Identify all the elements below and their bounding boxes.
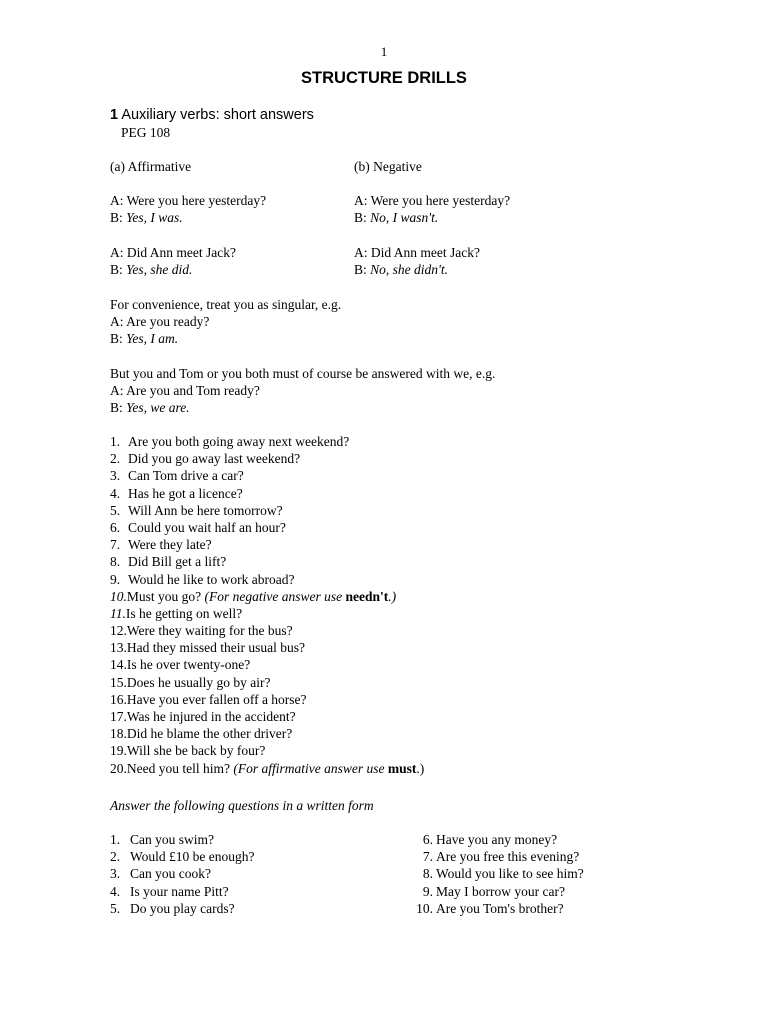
item-number: 3.	[110, 866, 121, 882]
written-questions-right	[409, 831, 584, 917]
item-number: 5.	[110, 502, 121, 518]
item-text: Had they missed their usual bus?	[126, 640, 305, 656]
item-number: 4.	[110, 883, 121, 899]
list-item	[110, 831, 255, 848]
list-item	[110, 450, 424, 467]
item-number: 6.	[422, 832, 433, 847]
item-text: Can Tom drive a car?	[128, 468, 244, 484]
item-text: Did Bill get a lift?	[128, 554, 227, 570]
note-text: For convenience, treat you as singular, e.g.	[110, 297, 342, 312]
list-item	[110, 674, 424, 691]
item-number: 8.	[110, 554, 121, 570]
item-text: Can you cook?	[130, 866, 211, 882]
item-text: Is your name Pitt?	[130, 883, 229, 899]
instruction-text: Answer the following questions in a written form	[110, 798, 374, 813]
item-number: 4.	[110, 485, 121, 501]
item-number: 12.	[110, 623, 127, 639]
item-text: Were they late?	[128, 537, 212, 553]
list-item	[110, 467, 424, 484]
item-text: Need you tell him?	[126, 760, 234, 776]
item-text: Did he blame the other driver?	[126, 726, 293, 742]
note-answer	[110, 399, 190, 416]
list-item	[110, 553, 424, 570]
question-list	[110, 433, 424, 777]
answer-prefix: B:	[110, 262, 127, 277]
item-keyword: must	[387, 760, 417, 776]
item-number: 14.	[110, 657, 127, 673]
item-number: 3.	[110, 468, 121, 484]
answer-text: Yes, I was.	[126, 210, 183, 225]
list-item	[409, 848, 584, 865]
list-item	[110, 865, 255, 882]
section-number: 1	[110, 107, 119, 123]
example-question: A: Were you here yesterday?	[354, 193, 511, 208]
item-number: 7.	[422, 849, 433, 865]
item-text: Did you go away last weekend?	[128, 451, 301, 467]
item-text: Were they waiting for the bus?	[126, 623, 293, 639]
item-text: Would he like to work abroad?	[128, 571, 295, 587]
item-number: 13.	[110, 640, 127, 656]
item-text: Are you free this evening?	[436, 849, 580, 865]
note-text: But you and Tom or you both must of course be answered with we, e.g.	[110, 366, 496, 381]
list-item	[110, 883, 255, 900]
list-item	[110, 502, 424, 519]
list-item	[409, 831, 584, 848]
answer-prefix: B:	[110, 400, 127, 415]
item-number: 10.	[416, 900, 433, 916]
item-number: 2.	[110, 451, 121, 467]
list-item	[110, 656, 424, 673]
item-number: 18.	[110, 726, 127, 742]
item-text: Will she be back by four?	[126, 743, 266, 759]
item-text: Could you wait half an hour?	[128, 519, 286, 535]
answer-prefix: B:	[354, 210, 371, 225]
example-answer	[110, 209, 183, 226]
section-heading	[110, 107, 314, 124]
item-number: 20.	[110, 760, 127, 776]
section-reference: PEG 108	[121, 125, 171, 140]
note-answer	[110, 330, 178, 347]
item-text: Does he usually go by air?	[126, 674, 271, 690]
written-questions-left	[110, 831, 255, 917]
item-number: 16.	[110, 691, 127, 707]
item-text: Have you ever fallen off a horse?	[126, 691, 307, 707]
item-number: 7.	[110, 537, 121, 553]
answer-text: Yes, I am.	[126, 331, 179, 346]
item-number: 19.	[110, 743, 127, 759]
example-question: A: Did Ann meet Jack?	[354, 245, 480, 260]
item-text: Is he over twenty-one?	[126, 657, 251, 673]
item-text: Are you Tom's brother?	[436, 900, 564, 916]
list-item	[110, 536, 424, 553]
example-answer	[354, 209, 438, 226]
item-text: Was he injured in the accident?	[126, 709, 296, 724]
example-question: A: Did Ann meet Jack?	[110, 245, 236, 260]
item-text: Would £10 be enough?	[130, 849, 255, 865]
item-number: 1.	[110, 434, 121, 449]
example-question: A: Were you here yesterday?	[110, 193, 267, 208]
answer-prefix: B:	[110, 331, 127, 346]
answer-prefix: B:	[110, 210, 127, 225]
page-number: 1	[380, 44, 388, 59]
item-text: Will Ann be here tomorrow?	[128, 502, 283, 518]
item-number: 10.	[110, 588, 127, 604]
item-keyword: needn't	[345, 588, 389, 604]
item-text: May I borrow your car?	[436, 883, 565, 899]
column-heading-negative: (b) Negative	[354, 159, 422, 174]
item-number: 1.	[110, 832, 121, 847]
item-note: (For affirmative answer use	[233, 760, 388, 776]
item-text: Do you play cards?	[130, 900, 235, 916]
item-number: 15.	[110, 674, 127, 690]
note-question: A: Are you ready?	[110, 314, 210, 329]
answer-text: Yes, we are.	[126, 400, 190, 415]
item-number: 2.	[110, 849, 121, 865]
list-item	[409, 865, 584, 882]
answer-prefix: B:	[354, 262, 371, 277]
example-answer	[354, 261, 448, 278]
item-text: Can you swim?	[130, 832, 214, 847]
answer-text: No, she didn't.	[370, 262, 449, 277]
section-title: Auxiliary verbs: short answers	[121, 107, 314, 123]
page-title: STRUCTURE DRILLS	[301, 69, 467, 87]
answer-text: Yes, she did.	[126, 262, 193, 277]
list-item	[110, 848, 255, 865]
list-item	[110, 622, 424, 639]
item-text: Has he got a licence?	[128, 485, 243, 501]
list-item	[409, 883, 584, 900]
item-number: 9.	[110, 571, 121, 587]
list-item	[110, 639, 424, 656]
item-text: Must you go?	[126, 588, 205, 604]
list-item	[110, 433, 424, 450]
item-number: 8.	[422, 866, 433, 882]
item-note-end: .)	[388, 588, 397, 604]
note-question: A: Are you and Tom ready?	[110, 383, 260, 398]
item-text: Have you any money?	[436, 832, 558, 847]
item-number: 6.	[110, 519, 121, 535]
list-item	[110, 588, 424, 605]
list-item	[110, 900, 255, 917]
list-item	[110, 760, 424, 777]
item-number: 5.	[110, 900, 121, 916]
item-text: Is he getting on well?	[125, 605, 243, 621]
list-item	[110, 708, 424, 725]
item-text: Would you like to see him?	[436, 866, 584, 882]
item-number: 17.	[110, 709, 127, 724]
item-note: (For negative answer use	[204, 588, 346, 604]
column-heading-affirmative: (a) Affirmative	[110, 159, 192, 174]
list-item	[110, 485, 424, 502]
item-text: Are you both going away next weekend?	[128, 434, 350, 449]
list-item	[110, 605, 424, 622]
item-note-end: .)	[416, 760, 425, 776]
list-item	[110, 725, 424, 742]
list-item	[110, 691, 424, 708]
list-item	[409, 900, 584, 917]
list-item	[110, 519, 424, 536]
list-item	[110, 571, 424, 588]
item-number: 9.	[422, 883, 433, 899]
answer-text: No, I wasn't.	[370, 210, 439, 225]
list-item	[110, 742, 424, 759]
example-answer	[110, 261, 192, 278]
item-number: 11.	[110, 605, 126, 621]
